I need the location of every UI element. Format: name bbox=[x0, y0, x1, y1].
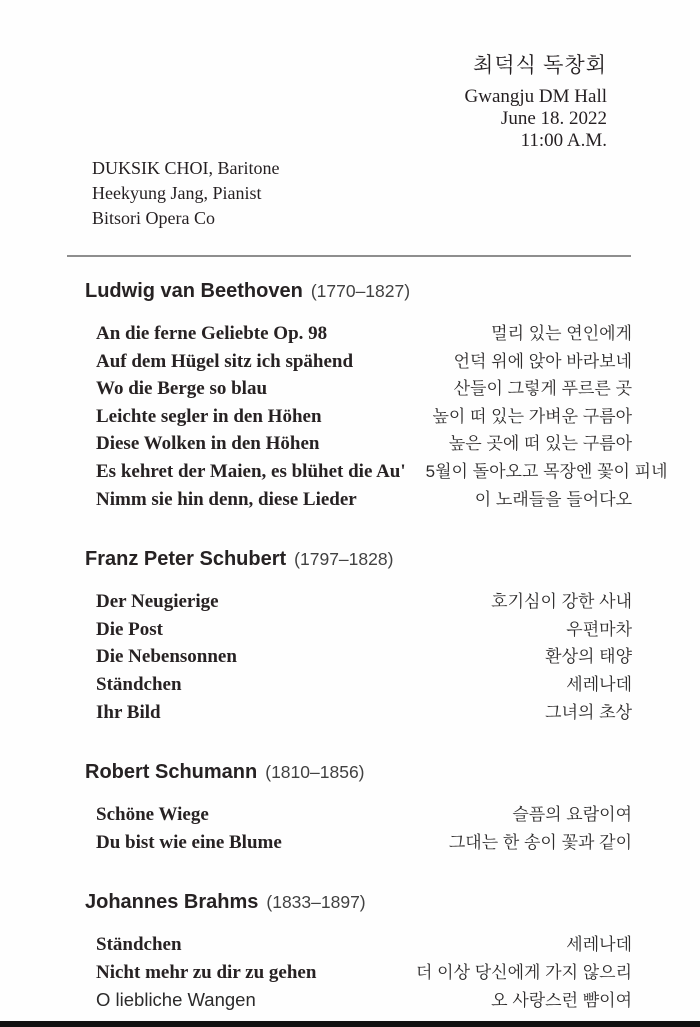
song-translation-korean: 이 노래들을 들어다오 bbox=[474, 489, 632, 509]
song-row bbox=[85, 587, 632, 615]
song-title: Ständchen bbox=[96, 934, 182, 956]
composer-name: Franz Peter Schubert bbox=[85, 548, 287, 571]
composer-years: (1797–1828) bbox=[294, 549, 394, 570]
program-section bbox=[85, 889, 632, 1013]
program-section bbox=[85, 759, 632, 855]
composer-years: (1770–1827) bbox=[310, 281, 411, 301]
song-row bbox=[85, 615, 632, 643]
song-row bbox=[85, 457, 668, 485]
song-translation-korean: 세레나데 bbox=[566, 935, 632, 955]
program-section bbox=[85, 546, 632, 725]
song-row bbox=[85, 986, 632, 1014]
song-translation-korean: 5월이 돌아오고 목장엔 꽃이 피네 bbox=[425, 461, 668, 481]
composer-header bbox=[85, 889, 632, 917]
song-translation-korean: 그대는 한 송이 꽃과 같이 bbox=[448, 832, 632, 852]
song-row bbox=[85, 319, 632, 347]
composer-name: Johannes Brahms bbox=[85, 891, 259, 914]
song-translation-korean: 높이 떠 있는 가벼운 구름아 bbox=[432, 406, 632, 426]
song-translation-korean: 슬픔의 요람이여 bbox=[512, 805, 632, 825]
song-title: Ihr Bild bbox=[96, 701, 161, 723]
performer-line: DUKSIK CHOI, Baritone bbox=[92, 158, 280, 178]
song-row bbox=[85, 828, 632, 856]
divider-rule bbox=[67, 255, 631, 257]
song-translation-korean: 산들이 그렇게 푸르른 곳 bbox=[453, 379, 632, 399]
song-translation-korean: 멀리 있는 연인에게 bbox=[491, 324, 632, 343]
song-row bbox=[85, 800, 632, 828]
song-row bbox=[85, 958, 632, 986]
song-translation-korean: 환상의 태양 bbox=[545, 647, 632, 667]
performers-block bbox=[92, 156, 700, 231]
bottom-edge-bar bbox=[0, 1021, 700, 1027]
song-title: Schöne Wiege bbox=[96, 804, 209, 826]
song-translation-korean: 높은 곳에 떠 있는 구름아 bbox=[448, 434, 632, 454]
song-translation-korean: 오 사랑스런 뺨이여 bbox=[491, 990, 632, 1010]
song-row bbox=[85, 670, 632, 698]
event-date: June 18. 2022 bbox=[500, 108, 607, 129]
event-info-block bbox=[0, 0, 700, 152]
song-row bbox=[85, 402, 632, 430]
composer-years: (1833–1897) bbox=[266, 892, 366, 913]
performer-line: Heekyung Jang, Pianist bbox=[92, 183, 262, 203]
song-title: O liebliche Wangen bbox=[96, 988, 256, 1010]
song-row bbox=[85, 930, 632, 958]
song-title: Auf dem Hügel sitz ich spähend bbox=[96, 350, 354, 372]
song-title: Leichte segler in den Höhen bbox=[96, 405, 322, 427]
song-title: Der Neugierige bbox=[96, 591, 219, 613]
song-title: An die ferne Geliebte Op. 98 bbox=[96, 323, 328, 344]
composer-header bbox=[85, 759, 632, 787]
event-venue: Gwangju DM Hall bbox=[464, 86, 607, 107]
song-title: Nimm sie hin denn, diese Lieder bbox=[96, 488, 357, 510]
performer-line: Bitsori Opera Co bbox=[92, 208, 215, 228]
song-title: Ständchen bbox=[96, 673, 182, 695]
song-row bbox=[85, 698, 632, 726]
composer-years: (1810–1856) bbox=[265, 762, 365, 783]
event-title: 최덕식 독창회 bbox=[473, 53, 607, 77]
composer-header bbox=[85, 278, 632, 306]
composer-name: Robert Schumann bbox=[85, 761, 258, 784]
composer-header bbox=[85, 546, 632, 574]
event-time: 11:00 A.M. bbox=[520, 130, 607, 151]
song-translation-korean: 우편마차 bbox=[566, 619, 632, 639]
song-title: Nicht mehr zu dir zu gehen bbox=[96, 961, 317, 983]
song-translation-korean: 세레나데 bbox=[566, 674, 632, 694]
song-row bbox=[85, 485, 632, 513]
page-header bbox=[0, 0, 700, 231]
program-list bbox=[85, 278, 668, 1013]
song-translation-korean: 더 이상 당신에게 가지 않으리 bbox=[416, 962, 632, 982]
song-title: Es kehret der Maien, es blühet die Au' bbox=[96, 460, 406, 482]
song-row bbox=[85, 642, 632, 670]
song-title: Diese Wolken in den Höhen bbox=[96, 433, 320, 455]
program-section bbox=[85, 278, 668, 512]
song-title: Du bist wie eine Blume bbox=[96, 831, 282, 853]
song-row bbox=[85, 374, 632, 402]
song-translation-korean: 호기심이 강한 사내 bbox=[491, 592, 632, 612]
song-translation-korean: 그녀의 초상 bbox=[545, 702, 632, 722]
song-row bbox=[85, 347, 632, 375]
song-title: Wo die Berge so blau bbox=[96, 378, 268, 400]
song-row bbox=[85, 429, 632, 457]
song-title: Die Nebensonnen bbox=[96, 646, 237, 668]
composer-name: Ludwig van Beethoven bbox=[85, 280, 303, 302]
song-translation-korean: 언덕 위에 앉아 바라보네 bbox=[453, 351, 632, 371]
song-title: Die Post bbox=[96, 618, 164, 640]
